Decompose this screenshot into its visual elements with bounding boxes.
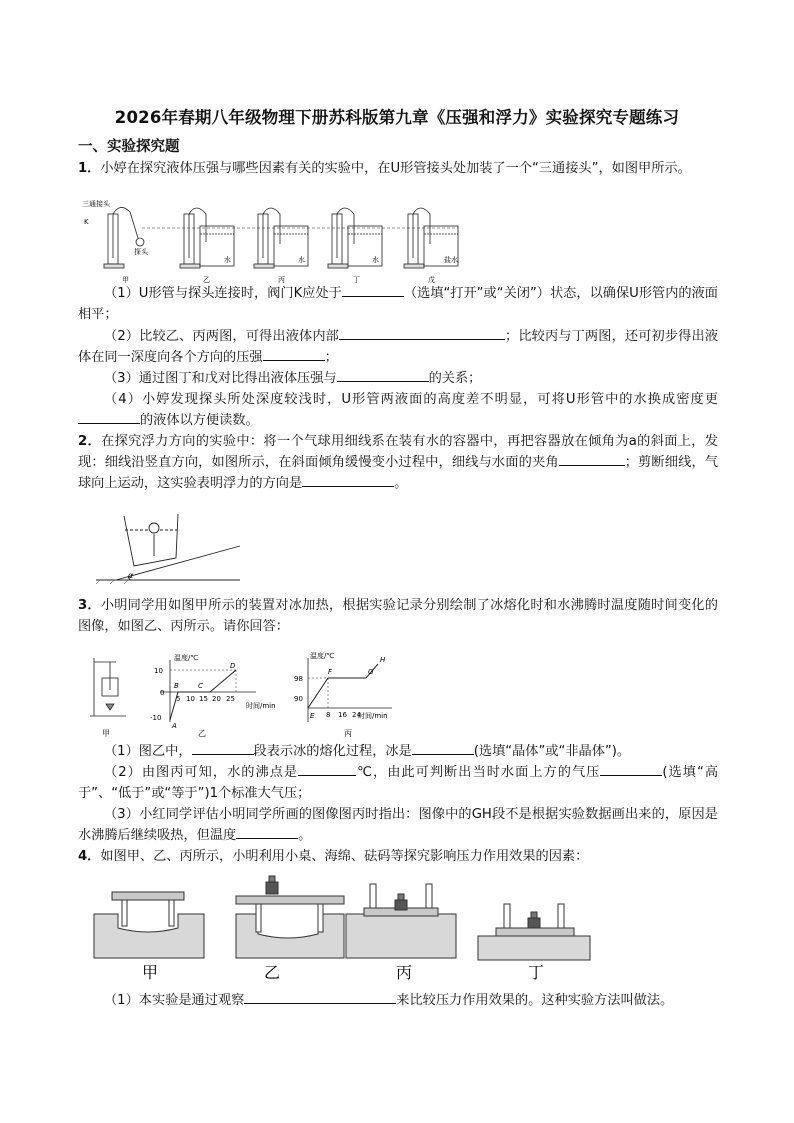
q3-figure — [86, 650, 406, 742]
q1-fig-valve: K — [84, 218, 89, 226]
q4-sub1: （1）本实验是通过观察 来比较压力作用效果的。这种实验方法叫做法。 — [78, 990, 718, 1011]
q1-sub3: （3）通过图丁和戊对比得出液体压强与 的关系； — [78, 368, 718, 389]
q2-stem: 2．在探究浮力方向的实验中：将一个气球用细线系在装有水的容器中，再把容器放在倾角为a的斜面上，发现：细线沿竖直方向，如图所示，在斜面倾角缓慢变小过程中，细线与水面的夹角 ；剪断细线，气球向上运动，这实验表明浮力的方向是 。 — [78, 434, 719, 491]
q3-yi-xtick-1: 5 — [176, 695, 181, 703]
q3-blank-1[interactable] — [192, 741, 254, 755]
q3-bing-ytick-2: 90 — [294, 695, 303, 703]
q3-yi-point-b: B — [174, 682, 179, 690]
q3-bing-xlabel: 时间/min — [358, 712, 388, 720]
q3-sub1: （1）图乙中， 段表示冰的熔化过程，冰是 (选填“晶体”或“非晶体”)。 — [78, 741, 718, 762]
q1-number: 1． — [78, 161, 101, 176]
q3-bing-xtick-1: 8 — [326, 711, 331, 719]
q4-fig-label-1: 甲 — [142, 963, 159, 982]
q3-blank-4[interactable] — [600, 762, 662, 776]
q1-stem — [78, 158, 718, 179]
q1-fig-salt: 盐水 — [444, 256, 458, 264]
q1-fig-tee: 三通接头 — [82, 200, 110, 208]
q1-blank-2[interactable] — [339, 326, 505, 340]
q1-fig-label-3: 丙 — [278, 276, 285, 284]
q1-fig-probe: 探头 — [134, 248, 148, 256]
q3-bing-ylabel: 温度/℃ — [310, 652, 335, 660]
q3-sub3: （3）小红同学评估小明同学所画的图像图丙时指出：图像中的GH段不是根据实验数据画出来的，原因是水沸腾后继续吸热，但温度 。 — [78, 807, 718, 843]
q4-fig-label-3: 丙 — [396, 963, 413, 982]
q1-stem-text: 小婷在探究液体压强与哪些因素有关的实验中，在U形管接头处加装了一个“三通接头”，如图甲所示。 — [100, 161, 691, 176]
q2-number: 2． — [78, 434, 102, 449]
q3-fig-label-3: 丙 — [344, 729, 352, 738]
q3-blank-3[interactable] — [298, 762, 356, 776]
q3-yi-xtick-2: 10 — [186, 695, 195, 703]
q3-yi-point-c: C — [198, 682, 203, 690]
q1-fig-label-1: 甲 — [122, 276, 129, 284]
q1-sub2: （2）比较乙、丙两图，可得出液体内部 ；比较丙与丁两图，还可初步得出液体在同一深度向各个方向的压强 ； — [78, 326, 718, 368]
q1-fig-label-4: 丁 — [353, 276, 360, 284]
q3-yi-xtick-5: 25 — [226, 695, 235, 703]
q3-bing-ytick-1: 98 — [294, 675, 303, 683]
q3-number: 3． — [78, 598, 101, 613]
q3-bing-xtick-3: 24 — [352, 711, 361, 719]
q3-yi-point-a: A — [172, 722, 177, 730]
q3-yi-xtick-3: 15 — [199, 695, 208, 703]
q3-sub2: （2）由图丙可知，水的沸点是 ℃，由此可判断出当时水面上方的气压 (选填“高于”、“低于”或“等于”)1个标准大气压； — [78, 762, 718, 804]
q1-fig-label-5: 戊 — [428, 276, 435, 284]
q1-fig-water-2: 水 — [298, 256, 305, 264]
q4-figure — [92, 872, 612, 984]
q3-yi-xtick-4: 20 — [212, 695, 221, 703]
q3-bing-xtick-2: 16 — [338, 711, 347, 719]
q3-yi-point-d: D — [230, 662, 236, 670]
q3-bing-point-g: G — [368, 668, 374, 676]
q1-sub4: （4）小婷发现探头所处深度较浅时，U形管两液面的高度差不明显，可将U形管中的水换成密度更的液体以方便读数。 — [78, 389, 718, 431]
q2-blank-2[interactable] — [302, 473, 394, 487]
q2-figure — [94, 508, 244, 584]
q3-blank-2[interactable] — [412, 741, 474, 755]
q3-yi-ytick-3: -10 — [150, 714, 162, 722]
q4-stem: 4．如图甲、乙、丙所示，小明利用小桌、海绵、砝码等探究影响压力作用效果的因素： — [78, 849, 589, 864]
q3-yi-ytick-1: 10 — [154, 667, 163, 675]
q1-fig-label-2: 乙 — [203, 276, 210, 284]
q4-fig-label-2: 乙 — [264, 963, 281, 982]
q1-fig-water-3: 水 — [372, 256, 379, 264]
q3-blank-5[interactable] — [236, 825, 298, 839]
q4-number: 4． — [78, 849, 101, 864]
q3-yi-ylabel: 温度/℃ — [174, 654, 199, 662]
q1-blank-1[interactable] — [342, 283, 404, 297]
q1-blank-4[interactable] — [337, 368, 429, 382]
q2-blank-1[interactable] — [559, 452, 625, 466]
q3-bing-point-h: H — [380, 656, 386, 664]
q3-yi-xlabel: 时间/min — [246, 702, 276, 710]
q3-stem: 3．小明同学用如图甲所示的装置对冰加热，根据实验记录分别绘制了冰熔化时和水沸腾时温度随时间变化的图像，如图乙、丙所示。请你回答： — [78, 598, 718, 634]
q3-bing-point-f: F — [328, 668, 333, 676]
q1-blank-3[interactable] — [263, 347, 325, 361]
q3-fig-label-2: 乙 — [198, 729, 206, 738]
q4-blank-1[interactable] — [244, 990, 396, 1004]
q1-blank-5[interactable] — [78, 410, 140, 424]
q3-fig-label-1: 甲 — [102, 729, 110, 738]
q1-sub1: （1）U形管与探头连接时，阀门K应处于 （选填“打开”或“关闭”）状态，以确保U形管内的液面相平； — [78, 283, 718, 325]
q3-bing-point-e: E — [310, 712, 315, 720]
q1-fig-water-1: 水 — [224, 256, 231, 264]
q3-yi-ytick-2: 0 — [160, 689, 165, 697]
section-heading: 一、实验探究题 — [78, 139, 180, 155]
page-title: 2026年春期八年级物理下册苏科版第九章《压强和浮力》实验探究专题练习 — [114, 108, 680, 127]
q1-figure — [82, 198, 462, 284]
q2-angle-label: α — [128, 571, 134, 580]
q4-fig-label-4: 丁 — [528, 963, 545, 982]
